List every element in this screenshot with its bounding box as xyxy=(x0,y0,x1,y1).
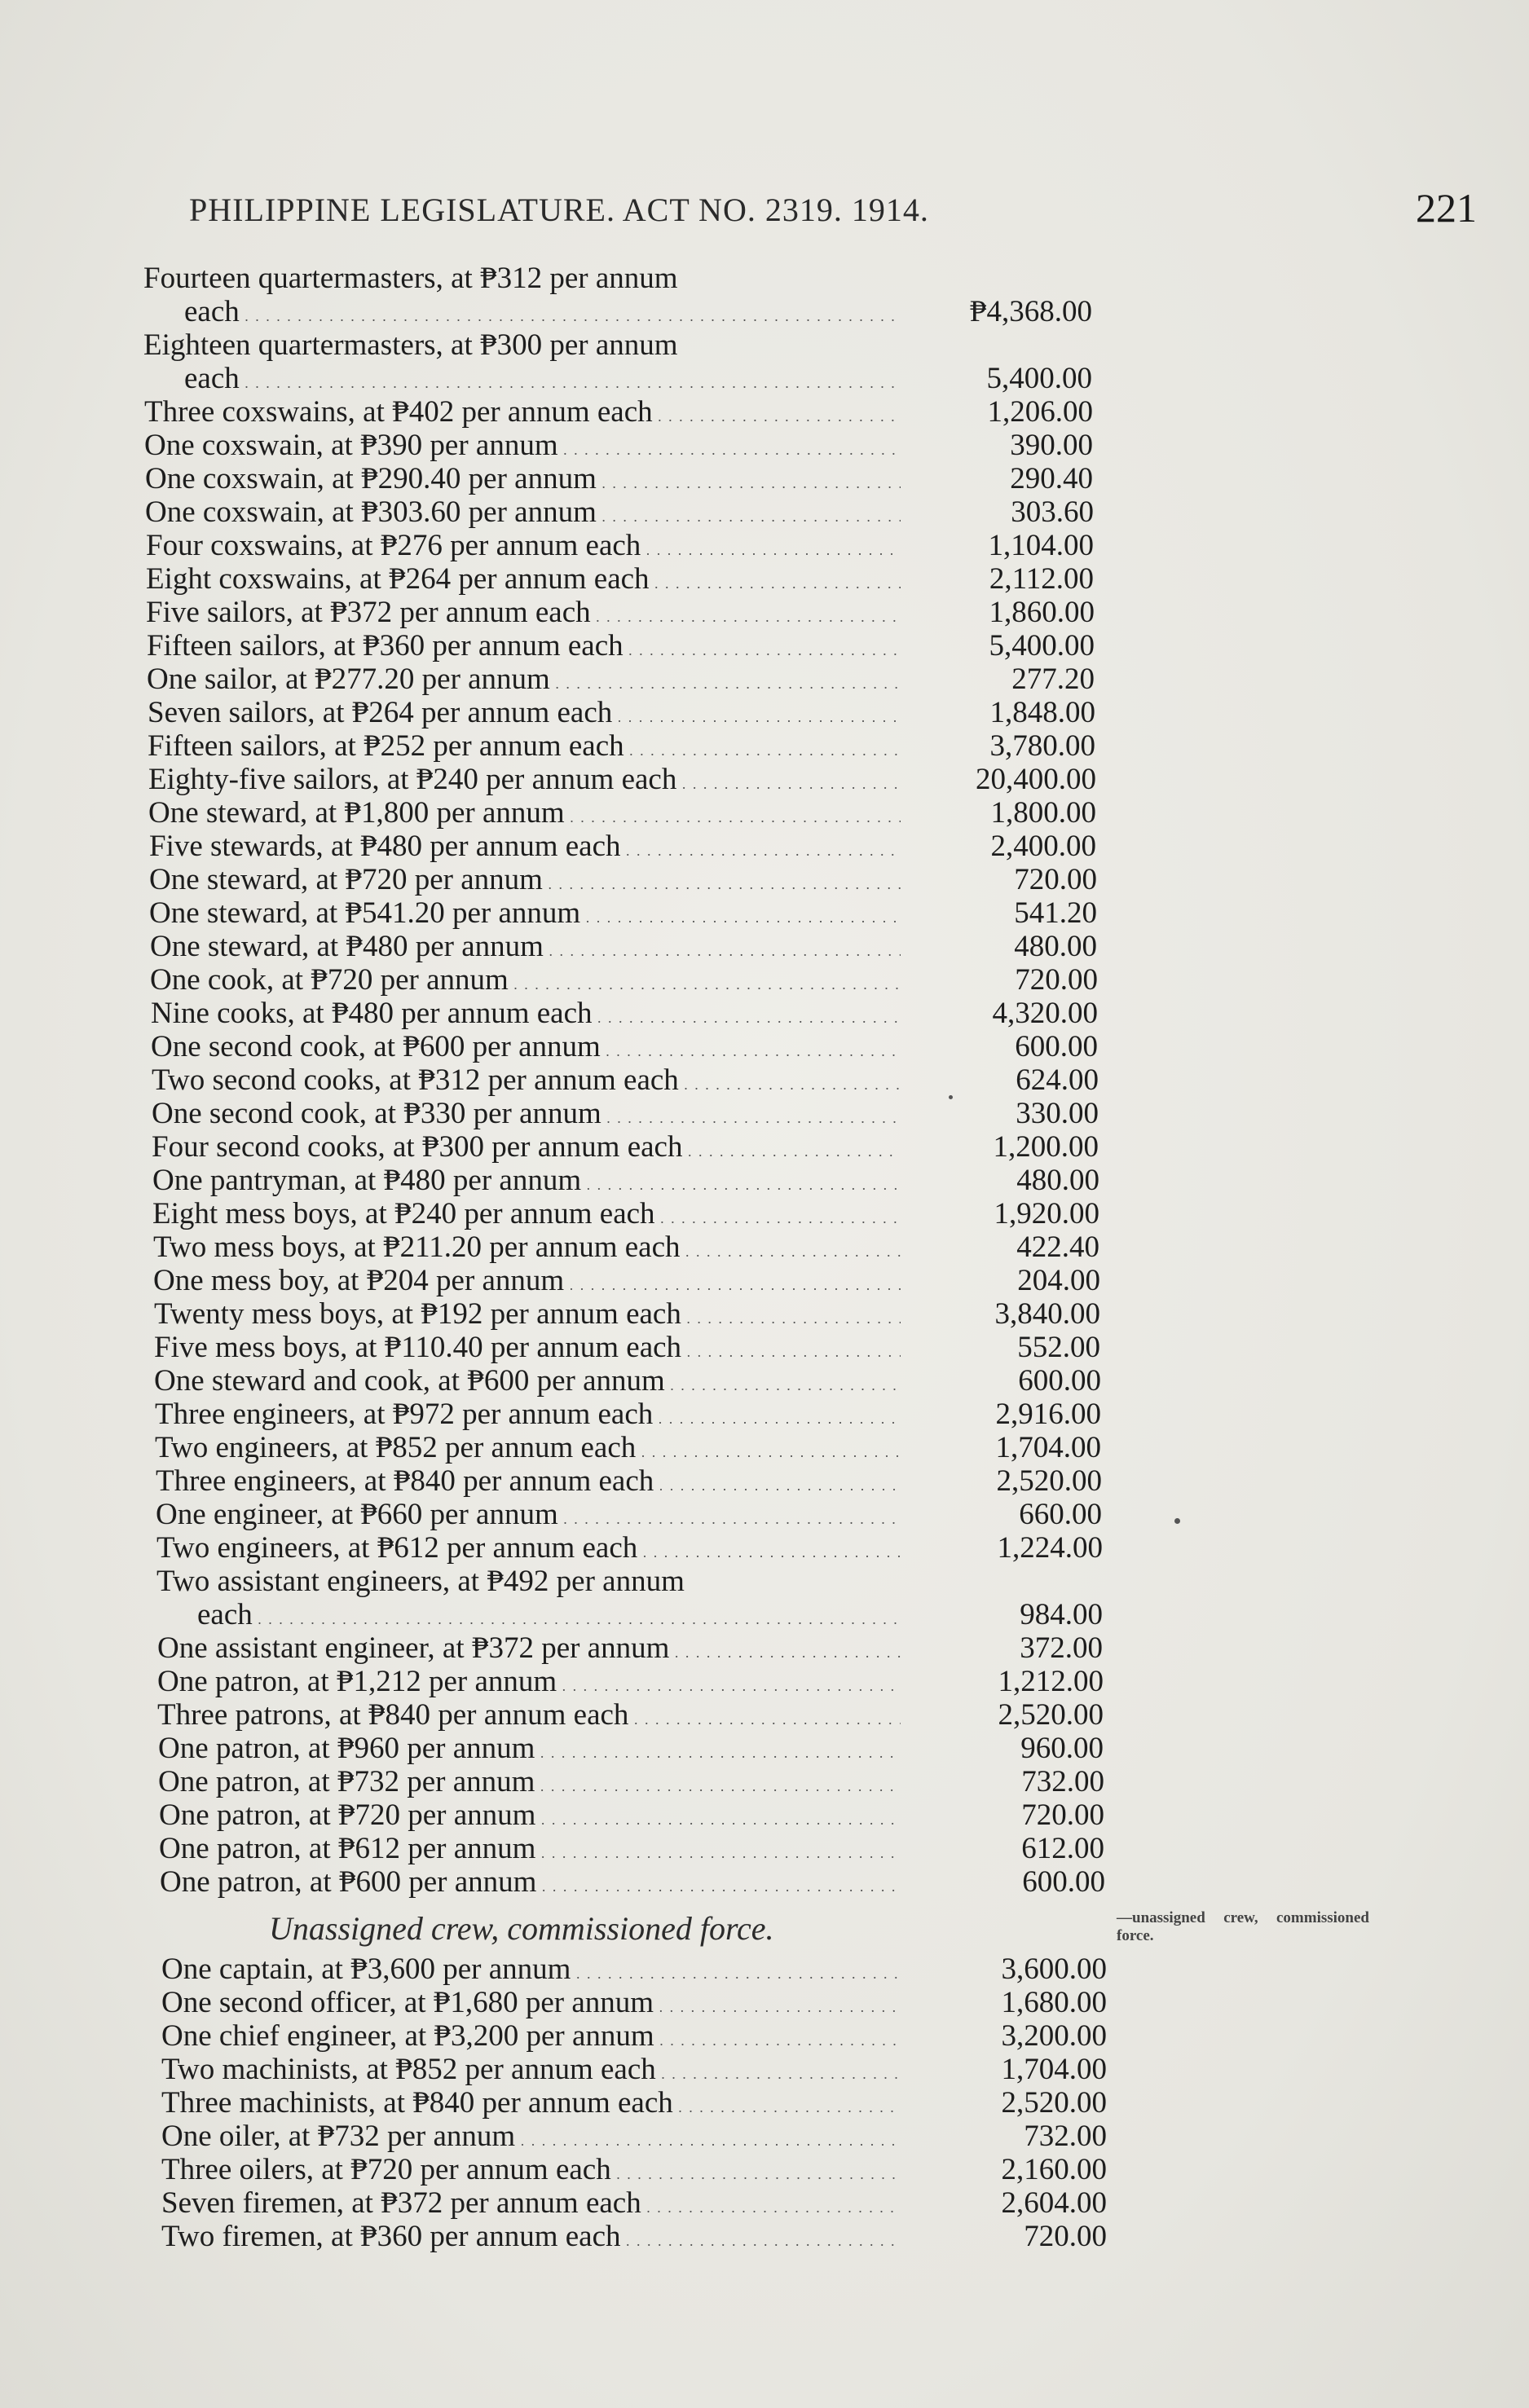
entry-amount: 2,520.00 xyxy=(998,1698,1104,1732)
stray-ink-mark xyxy=(1174,1518,1180,1524)
entry-label: One patron, at ₱1,212 per annum . . . xyxy=(157,1666,901,1702)
entry-amount: 552.00 xyxy=(1017,1331,1100,1364)
entry-label: One coxswain, at ₱290.40 per annum . . . xyxy=(145,463,901,500)
entry-label: Three coxswains, at ₱402 per annum each . . . xyxy=(144,396,901,433)
entry-amount: 1,104.00 xyxy=(988,529,1094,562)
entry-label: each . . . xyxy=(184,296,901,332)
entry-amount: 2,160.00 xyxy=(1001,2153,1107,2186)
entry-label: Two machinists, at ₱852 per annum each . . . xyxy=(161,2054,901,2090)
entry-amount: 960.00 xyxy=(1020,1732,1104,1765)
entry-amount: 2,604.00 xyxy=(1001,2186,1107,2220)
entry-amount: 372.00 xyxy=(1020,1631,1103,1665)
entry-amount: 422.40 xyxy=(1016,1230,1099,1264)
entry-amount: 720.00 xyxy=(1024,2220,1107,2253)
entry-amount: 1,704.00 xyxy=(995,1431,1101,1464)
entry-label: Four second cooks, at ₱300 per annum each . . . xyxy=(152,1131,901,1168)
entry-label: One patron, at ₱732 per annum . . . xyxy=(158,1766,901,1803)
entry-label: One sailor, at ₱277.20 per annum . . . xyxy=(147,663,901,700)
entry-label: One patron, at ₱720 per annum . . . xyxy=(159,1799,901,1836)
entry-amount: 541.20 xyxy=(1014,896,1097,930)
entry-label: One engineer, at ₱660 per annum . . . xyxy=(156,1499,901,1535)
entry-label: Four coxswains, at ₱276 per annum each . . . xyxy=(146,530,901,566)
entry-label-line1: Fourteen quartermasters, at ₱312 per annum xyxy=(143,262,678,295)
entry-label: One second cook, at ₱330 per annum . . . xyxy=(152,1098,901,1134)
entry-label: Two second cooks, at ₱312 per annum each . . . xyxy=(152,1064,901,1101)
margin-note: —unassigned crew, commissioned force. xyxy=(1117,1909,1369,1944)
entry-amount: 5,400.00 xyxy=(986,362,1092,395)
entry-label: each . . . xyxy=(184,363,901,399)
entry-amount: 1,848.00 xyxy=(989,696,1095,729)
entry-label: Three engineers, at ₱972 per annum each . . . xyxy=(155,1398,901,1435)
entry-amount: 20,400.00 xyxy=(976,763,1096,796)
entry-label: One coxswain, at ₱303.60 per annum . . . xyxy=(145,496,901,533)
entry-amount: 984.00 xyxy=(1020,1598,1103,1631)
entry-label: One steward, at ₱720 per annum . . . xyxy=(149,864,901,900)
entry-label: One steward, at ₱541.20 per annum . . . xyxy=(149,897,901,934)
entry-amount: 2,520.00 xyxy=(1001,2086,1107,2120)
entry-amount: 720.00 xyxy=(1015,963,1098,997)
entry-amount: 2,400.00 xyxy=(990,830,1096,863)
entry-label: Eight coxswains, at ₱264 per annum each . . . xyxy=(146,563,901,600)
entry-amount: 732.00 xyxy=(1024,2120,1107,2153)
entry-label: each . . . xyxy=(197,1599,901,1635)
entry-amount: 600.00 xyxy=(1015,1030,1098,1063)
entry-label: One coxswain, at ₱390 per annum . . . xyxy=(144,429,901,466)
entry-label: Two engineers, at ₱852 per annum each . . . xyxy=(155,1432,901,1468)
entry-label: One steward, at ₱1,800 per annum . . . xyxy=(148,797,901,834)
entry-label: Five sailors, at ₱372 per annum each . . . xyxy=(146,596,901,633)
entry-label: Twenty mess boys, at ₱192 per annum each . . . xyxy=(154,1298,901,1335)
entry-label: Nine cooks, at ₱480 per annum each . . . xyxy=(151,997,901,1034)
entry-amount: 1,920.00 xyxy=(994,1197,1099,1230)
entry-label: Three engineers, at ₱840 per annum each . . . xyxy=(156,1465,901,1502)
entry-label: One cook, at ₱720 per annum . . . xyxy=(150,964,901,1001)
entry-label: One second cook, at ₱600 per annum . . . xyxy=(151,1031,901,1068)
entry-label: One patron, at ₱612 per annum . . . xyxy=(159,1833,901,1869)
entry-label-line1: Two assistant engineers, at ₱492 per annum xyxy=(156,1565,685,1598)
entry-label: Fifteen sailors, at ₱252 per annum each . . . xyxy=(148,730,901,767)
entry-label: One steward and cook, at ₱600 per annum . . . xyxy=(154,1365,901,1402)
running-head-title: PHILIPPINE LEGISLATURE. ACT NO. 2319. 1914. xyxy=(189,191,929,228)
entry-label: Eight mess boys, at ₱240 per annum each . . . xyxy=(152,1198,901,1235)
entry-label: One second officer, at ₱1,680 per annum . . . xyxy=(161,1987,901,2023)
entry-label: One patron, at ₱960 per annum . . . xyxy=(158,1732,901,1769)
entry-amount: 2,916.00 xyxy=(995,1398,1101,1431)
entry-label: One chief engineer, at ₱3,200 per annum . . . xyxy=(161,2020,901,2057)
entry-amount: 1,206.00 xyxy=(987,395,1093,429)
entry-amount: ₱4,368.00 xyxy=(969,295,1092,328)
entry-label-line1: Eighteen quartermasters, at ₱300 per annum xyxy=(143,329,678,362)
entry-amount: 1,224.00 xyxy=(997,1531,1103,1565)
entry-label: Three machinists, at ₱840 per annum each . . . xyxy=(161,2087,901,2124)
entry-amount: 480.00 xyxy=(1014,930,1097,963)
entry-label: One pantryman, at ₱480 per annum . . . xyxy=(152,1164,901,1201)
entry-amount: 3,840.00 xyxy=(994,1297,1100,1331)
running-head xyxy=(189,184,1477,241)
entry-amount: 720.00 xyxy=(1021,1798,1104,1832)
entry-amount: 600.00 xyxy=(1018,1364,1101,1398)
entry-amount: 480.00 xyxy=(1016,1164,1099,1197)
entry-amount: 277.20 xyxy=(1011,663,1095,696)
page-number: 221 xyxy=(1416,185,1477,231)
entry-label: One oiler, at ₱732 per annum . . . xyxy=(161,2120,901,2157)
entry-amount: 290.40 xyxy=(1010,462,1093,495)
entry-amount: 1,800.00 xyxy=(990,796,1096,830)
entry-label: Seven sailors, at ₱264 per annum each . . . xyxy=(148,697,901,733)
entry-label: One captain, at ₱3,600 per annum . . . xyxy=(161,1953,901,1990)
entry-label: Seven firemen, at ₱372 per annum each . . . xyxy=(161,2187,901,2224)
entry-amount: 330.00 xyxy=(1016,1097,1099,1130)
entry-amount: 3,600.00 xyxy=(1001,1952,1107,1986)
entry-label: Eighty-five sailors, at ₱240 per annum each . . . xyxy=(148,764,901,800)
entry-label: One assistant engineer, at ₱372 per annum . . . xyxy=(157,1632,901,1669)
entry-amount: 1,200.00 xyxy=(993,1130,1099,1164)
entry-amount: 1,680.00 xyxy=(1001,1986,1107,2019)
entry-amount: 600.00 xyxy=(1022,1865,1105,1899)
entry-amount: 2,112.00 xyxy=(989,562,1094,596)
stray-ink-mark xyxy=(949,1095,953,1099)
entry-amount: 4,320.00 xyxy=(992,997,1098,1030)
entry-amount: 732.00 xyxy=(1021,1765,1104,1798)
entry-amount: 720.00 xyxy=(1014,863,1097,896)
entry-label: Fifteen sailors, at ₱360 per annum each . . . xyxy=(147,630,901,667)
entry-amount: 3,200.00 xyxy=(1001,2019,1107,2053)
entry-label: One patron, at ₱600 per annum . . . xyxy=(160,1866,901,1903)
entry-amount: 390.00 xyxy=(1010,429,1093,462)
entry-label: Five stewards, at ₱480 per annum each . . . xyxy=(149,830,901,867)
entry-amount: 5,400.00 xyxy=(989,629,1095,663)
entry-label: One mess boy, at ₱204 per annum . . . xyxy=(153,1265,901,1301)
entry-label: Three oilers, at ₱720 per annum each . . . xyxy=(161,2154,901,2190)
entry-label: Five mess boys, at ₱110.40 per annum each . . . xyxy=(154,1332,901,1368)
entry-label: Two engineers, at ₱612 per annum each . . . xyxy=(156,1532,901,1569)
entry-amount: 3,780.00 xyxy=(989,729,1095,763)
entry-amount: 303.60 xyxy=(1011,495,1094,529)
entry-label: Two mess boys, at ₱211.20 per annum each . . . xyxy=(153,1231,901,1268)
section-heading: Unassigned crew, commissioned force. xyxy=(269,1910,774,1947)
entry-label: Two firemen, at ₱360 per annum each . . . xyxy=(161,2221,901,2257)
entry-amount: 660.00 xyxy=(1019,1498,1102,1531)
entry-label: Three patrons, at ₱840 per annum each . . . xyxy=(157,1699,901,1736)
entry-amount: 624.00 xyxy=(1016,1063,1099,1097)
entry-amount: 204.00 xyxy=(1017,1264,1100,1297)
entry-amount: 612.00 xyxy=(1021,1832,1104,1865)
entry-amount: 1,212.00 xyxy=(998,1665,1104,1698)
entry-label: One steward, at ₱480 per annum . . . xyxy=(150,931,901,967)
entry-amount: 1,860.00 xyxy=(989,596,1095,629)
entry-amount: 2,520.00 xyxy=(996,1464,1102,1498)
entry-amount: 1,704.00 xyxy=(1001,2053,1107,2086)
